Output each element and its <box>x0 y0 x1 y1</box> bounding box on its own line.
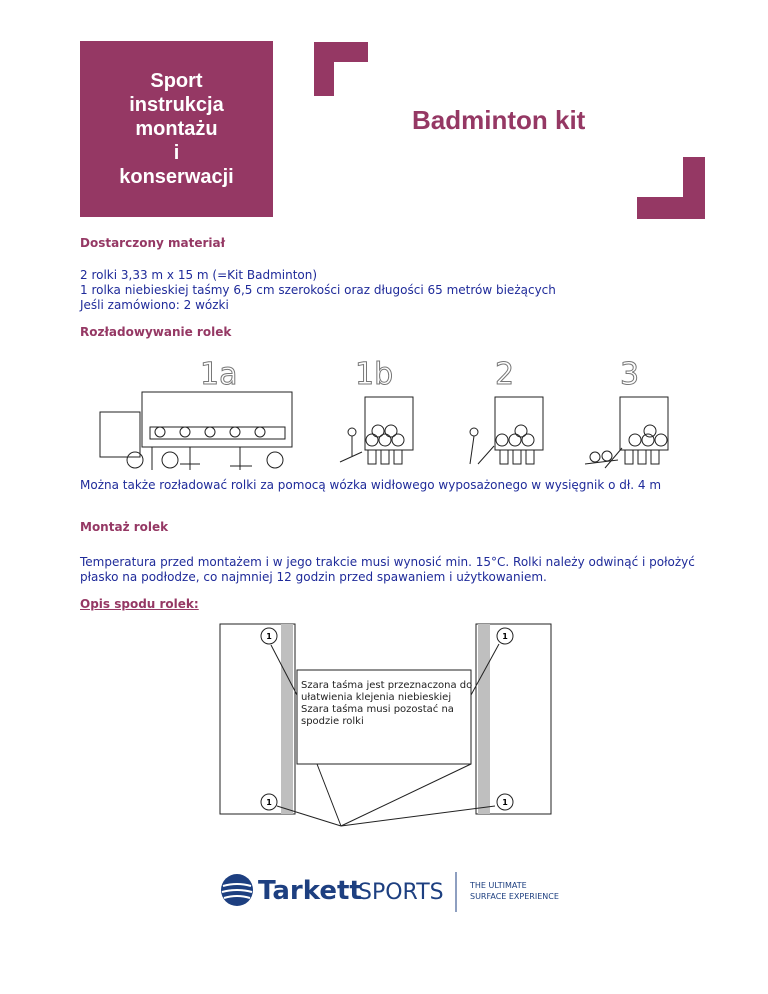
marker-label: 1 <box>502 632 508 641</box>
brand-main: Tarkett <box>258 876 362 906</box>
installation-heading: Montaż rolek <box>80 520 169 534</box>
step-label-1a: 1a <box>200 357 238 392</box>
document-title: Badminton kit <box>412 105 586 135</box>
callout-line: ułatwienia klejenia niebieskiej <box>301 692 452 703</box>
corner-bracket-top-cut <box>334 62 368 96</box>
marker-label: 1 <box>502 798 508 807</box>
delivered-line: 1 rolka niebieskiej taśmy 6,5 cm szerokości oraz długości 65 metrów bieżących <box>80 283 556 297</box>
delivered-list <box>80 268 556 313</box>
underside-label: Opis spodu rolek: <box>80 597 199 611</box>
callout-line: Szara taśma jest przeznaczona do <box>301 680 473 691</box>
right-grey-tape <box>478 624 490 814</box>
delivered-line: Jeśli zamówiono: 2 wózki <box>80 298 229 312</box>
installation-text <box>80 555 695 585</box>
step-label-3: 3 <box>620 357 640 392</box>
box-title: Sport instrukcja montażu i konserwacji <box>119 70 234 188</box>
step-label-1b: 1b <box>355 357 394 392</box>
title-box <box>80 41 273 217</box>
tagline-2: SURFACE EXPERIENCE <box>470 892 559 901</box>
unloading-caption: Można także rozładować rolki za pomocą wózka widłowego wyposażonego w wysięgnik o dł. 4 m <box>80 478 662 492</box>
forklift-step-2 <box>470 397 543 464</box>
underside-diagram <box>219 620 553 830</box>
installation-line: Temperatura przed montażem i w jego trakcie musi wynosić min. 15°C. Rolki należy odwinąć i położyć <box>80 555 695 569</box>
forklift-step-1b <box>340 397 413 464</box>
unloading-illustration <box>90 352 676 476</box>
delivered-heading: Dostarczony materiał <box>80 236 226 250</box>
delivered-line: 2 rolki 3,33 m x 15 m (=Kit Badminton) <box>80 268 318 282</box>
callout-line: Szara taśma musi pozostać na <box>301 704 454 715</box>
truck-drawing <box>100 392 292 470</box>
brand-sub: SPORTS <box>358 880 444 905</box>
tarkett-sports-logo <box>220 872 560 912</box>
callout-line: spodzie rolki <box>301 716 364 727</box>
forklift-step-3 <box>585 397 668 468</box>
marker-label: 1 <box>266 632 272 641</box>
left-grey-tape <box>281 624 293 814</box>
unloading-heading: Rozładowywanie rolek <box>80 325 232 339</box>
corner-bracket-bottom-cut <box>637 157 683 197</box>
step-label-2: 2 <box>495 357 515 392</box>
tagline-1: THE ULTIMATE <box>470 881 527 890</box>
installation-line: płasko na podłodze, co najmniej 12 godzin przed spawaniem i użytkowaniem. <box>80 570 547 584</box>
marker-label: 1 <box>266 798 272 807</box>
